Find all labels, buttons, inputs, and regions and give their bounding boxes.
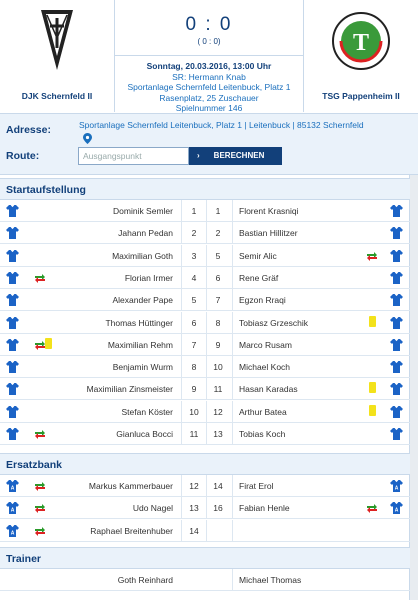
sub-shirt-icon xyxy=(390,479,403,492)
column-divider xyxy=(206,520,207,541)
column-divider xyxy=(181,289,182,310)
bench-row xyxy=(0,475,410,497)
home-team-logo xyxy=(38,8,76,72)
home-shirt-number: 2 xyxy=(191,228,197,239)
address-panel xyxy=(0,113,418,175)
column-divider xyxy=(232,497,233,518)
home-shirt-number: 12 xyxy=(189,481,199,491)
shirt-icon xyxy=(6,338,19,351)
away-shirt-number: 5 xyxy=(215,250,221,261)
shirt-icon xyxy=(390,338,403,351)
column-divider xyxy=(206,356,207,377)
final-score: 0 : 0 xyxy=(185,14,233,35)
home-shirt-number: 9 xyxy=(191,384,197,395)
away-player-name[interactable]: Tobias Koch xyxy=(239,429,286,439)
venue[interactable]: Sportanlage Schernfeld Leitenbuck, Platz 1 xyxy=(127,82,291,92)
lineup-row xyxy=(0,378,410,400)
sub-shirt-icon xyxy=(6,501,19,514)
home-shirt-number: 3 xyxy=(191,250,197,261)
shirt-icon xyxy=(6,427,19,440)
column-divider xyxy=(181,423,182,444)
away-team-logo xyxy=(331,10,391,72)
calculate-route-button[interactable] xyxy=(189,147,282,165)
map-pin-icon[interactable] xyxy=(83,133,92,144)
away-shirt-number: 14 xyxy=(213,481,223,491)
shirt-icon xyxy=(390,293,403,306)
away-player-name[interactable]: Florent Krasniqi xyxy=(239,206,299,216)
lineup-title: Startaufstellung xyxy=(6,184,86,196)
column-divider xyxy=(181,497,182,518)
column-divider xyxy=(181,475,182,496)
away-shirt-number: 13 xyxy=(213,429,223,439)
shirt-icon xyxy=(6,226,19,239)
svg-text:A: A xyxy=(10,507,15,514)
lineup-row xyxy=(0,289,410,311)
match-date: Sonntag, 20.03.2016, 13:00 Uhr xyxy=(146,61,272,71)
away-shirt-number: 2 xyxy=(215,228,221,239)
column-divider xyxy=(232,520,233,541)
divider xyxy=(115,55,303,56)
home-player-name[interactable]: Raphael Breitenhuber xyxy=(90,525,173,536)
substitution-icon xyxy=(34,429,46,439)
trainer-title: Trainer xyxy=(6,553,42,565)
lineup-row xyxy=(0,401,410,423)
substitution-icon xyxy=(366,503,378,513)
shirt-icon xyxy=(6,316,19,329)
route-start-input[interactable]: Ausgangspunkt xyxy=(78,147,189,165)
shirt-icon xyxy=(390,226,403,239)
trainer-section-header xyxy=(0,547,410,569)
pitch-info: Rasenplatz, 25 Zuschauer xyxy=(159,92,259,103)
sub-shirt-icon xyxy=(6,479,19,492)
home-shirt-number: 1 xyxy=(191,206,197,216)
column-divider xyxy=(206,245,207,266)
shirt-icon xyxy=(6,204,19,217)
home-player-name[interactable]: Stefan Köster xyxy=(121,406,173,417)
away-player-name[interactable]: Egzon Rraqi xyxy=(239,295,286,306)
column-divider xyxy=(206,222,207,243)
shirt-icon xyxy=(390,249,403,262)
shirt-icon xyxy=(6,271,19,284)
sub-shirt-icon xyxy=(6,524,19,537)
column-divider xyxy=(232,356,233,377)
column-divider xyxy=(232,401,233,422)
trainer-row xyxy=(0,569,410,591)
column-divider xyxy=(181,245,182,266)
away-team[interactable] xyxy=(304,0,418,112)
home-player-name[interactable]: Udo Nagel xyxy=(132,503,173,514)
away-shirt-number: 6 xyxy=(215,272,221,283)
home-shirt-number: 10 xyxy=(189,406,199,417)
substitution-icon xyxy=(34,481,46,491)
column-divider xyxy=(232,423,233,444)
column-divider xyxy=(181,200,182,221)
column-divider xyxy=(206,497,207,518)
home-team-name[interactable]: DJK Schernfeld II xyxy=(21,91,93,101)
shirt-icon xyxy=(6,249,19,262)
substitution-icon xyxy=(34,503,46,513)
away-player-name[interactable]: Michael Koch xyxy=(239,362,291,373)
shirt-icon xyxy=(6,405,19,418)
address-label: Adresse: xyxy=(6,124,51,136)
lineup-row xyxy=(0,222,410,244)
substitution-icon xyxy=(34,526,46,536)
away-player-name[interactable]: Firat Erol xyxy=(239,481,274,491)
shirt-icon xyxy=(6,382,19,395)
column-divider xyxy=(232,245,233,266)
column-divider xyxy=(232,289,233,310)
lineup-section-header xyxy=(0,178,410,200)
svg-text:A: A xyxy=(10,485,15,492)
yellow-card-icon xyxy=(368,382,377,394)
away-shirt-number: 11 xyxy=(213,384,223,395)
column-divider xyxy=(181,222,182,243)
home-player-name[interactable]: Markus Kammerbauer xyxy=(88,481,173,491)
away-trainer[interactable]: Michael Thomas xyxy=(239,575,302,585)
lineup-row xyxy=(0,423,410,445)
chevron-right-icon: › xyxy=(197,151,200,160)
away-shirt-number: 1 xyxy=(215,206,221,216)
lineup-row xyxy=(0,245,410,267)
yellow-card-icon xyxy=(44,338,53,350)
bench-title: Ersatzbank xyxy=(6,459,63,471)
column-divider xyxy=(181,378,182,399)
away-player-name[interactable]: Semir Alic xyxy=(239,250,277,261)
home-player-name[interactable]: Benjamin Wurm xyxy=(112,362,173,373)
lineup-row xyxy=(0,267,410,289)
shirt-icon xyxy=(390,316,403,329)
lineup-row xyxy=(0,312,410,334)
away-team-name[interactable]: TSG Pappenheim II xyxy=(322,91,400,101)
home-trainer[interactable]: Goth Reinhard xyxy=(117,575,173,585)
home-shirt-number: 14 xyxy=(189,525,199,536)
away-shirt-number: 8 xyxy=(215,317,221,328)
address-text[interactable]: Sportanlage Schernfeld Leitenbuck, Platz 1 | Leitenbuck | 85132 Schernfeld xyxy=(79,120,364,130)
column-divider xyxy=(232,267,233,288)
home-player-name[interactable]: Maximilian Rehm xyxy=(107,339,173,350)
substitution-icon xyxy=(366,251,378,261)
column-divider xyxy=(232,312,233,333)
match-info xyxy=(115,61,303,114)
home-player-name[interactable]: Maximilian Goth xyxy=(112,250,173,261)
column-divider xyxy=(206,423,207,444)
lineup-row xyxy=(0,200,410,222)
halftime-score: ( 0 : 0) xyxy=(197,37,221,46)
column-divider xyxy=(206,289,207,310)
column-divider xyxy=(232,222,233,243)
home-team[interactable] xyxy=(0,0,114,112)
away-player-name[interactable]: Bastian Hillitzer xyxy=(239,228,298,239)
match-number: Spielnummer 146 xyxy=(175,103,243,113)
score-panel xyxy=(114,0,304,112)
column-divider xyxy=(181,520,182,541)
home-player-name[interactable]: Thomas Hüttinger xyxy=(105,317,173,328)
svg-text:T: T xyxy=(352,30,370,56)
away-player-name[interactable]: Rene Gräf xyxy=(239,272,279,283)
shirt-icon xyxy=(390,204,403,217)
home-shirt-number: 7 xyxy=(191,339,197,350)
home-shirt-number: 8 xyxy=(191,362,197,373)
away-shirt-number: 9 xyxy=(215,339,221,350)
away-player-name[interactable]: Arthur Batea xyxy=(239,406,287,417)
svg-text:A: A xyxy=(394,485,399,492)
column-divider xyxy=(181,334,182,355)
column-divider xyxy=(206,200,207,221)
home-shirt-number: 13 xyxy=(189,503,199,514)
shirt-icon xyxy=(390,382,403,395)
home-shirt-number: 5 xyxy=(191,295,197,306)
shirt-icon xyxy=(390,427,403,440)
away-player-name[interactable]: Marco Rusam xyxy=(239,339,292,350)
home-player-name[interactable]: Gianluca Bocci xyxy=(116,429,173,439)
bench-row xyxy=(0,497,410,519)
away-shirt-number: 7 xyxy=(215,295,221,306)
column-divider xyxy=(181,401,182,422)
away-player-name[interactable]: Hasan Karadas xyxy=(239,384,298,395)
home-player-name[interactable]: Maximilian Zinsmeister xyxy=(86,384,173,395)
shirt-icon xyxy=(6,293,19,306)
home-shirt-number: 11 xyxy=(189,429,199,439)
home-shirt-number: 4 xyxy=(191,272,197,283)
column-divider xyxy=(206,378,207,399)
home-player-name[interactable]: Jahann Pedan xyxy=(118,228,173,239)
shirt-icon xyxy=(390,360,403,373)
column-divider xyxy=(206,475,207,496)
shirt-icon xyxy=(390,405,403,418)
lineup-row xyxy=(0,334,410,356)
home-player-name[interactable]: Alexander Pape xyxy=(112,295,173,306)
column-divider xyxy=(206,267,207,288)
calculate-route-label: BERECHNEN xyxy=(213,151,265,160)
svg-text:A: A xyxy=(10,530,15,537)
lineup-row xyxy=(0,356,410,378)
column-divider xyxy=(232,200,233,221)
column-divider xyxy=(206,334,207,355)
away-shirt-number: 16 xyxy=(213,503,223,514)
column-divider xyxy=(232,378,233,399)
substitution-icon xyxy=(34,273,46,283)
svg-text:A: A xyxy=(394,507,399,514)
column-divider xyxy=(181,267,182,288)
column-divider xyxy=(232,569,233,590)
shirt-icon xyxy=(6,360,19,373)
shirt-icon xyxy=(390,271,403,284)
sub-shirt-icon xyxy=(390,501,403,514)
home-player-name[interactable]: Dominik Semler xyxy=(113,206,173,216)
bench-section-header xyxy=(0,453,410,475)
away-player-name[interactable]: Fabian Henle xyxy=(239,503,290,514)
bench-row xyxy=(0,520,410,542)
scrollbar[interactable] xyxy=(410,175,418,600)
column-divider xyxy=(181,312,182,333)
column-divider xyxy=(206,312,207,333)
home-shirt-number: 6 xyxy=(191,317,197,328)
column-divider xyxy=(232,334,233,355)
route-label: Route: xyxy=(6,150,40,162)
yellow-card-icon xyxy=(368,405,377,417)
column-divider xyxy=(232,475,233,496)
yellow-card-icon xyxy=(368,316,377,328)
column-divider xyxy=(181,356,182,377)
match-header xyxy=(0,0,418,112)
away-shirt-number: 10 xyxy=(213,362,223,373)
referee: SR: Hermann Knab xyxy=(172,71,246,82)
home-player-name[interactable]: Florian Irmer xyxy=(124,272,173,283)
away-shirt-number: 12 xyxy=(213,406,223,417)
away-player-name[interactable]: Tobiasz Grzeschik xyxy=(239,317,308,328)
column-divider xyxy=(206,401,207,422)
